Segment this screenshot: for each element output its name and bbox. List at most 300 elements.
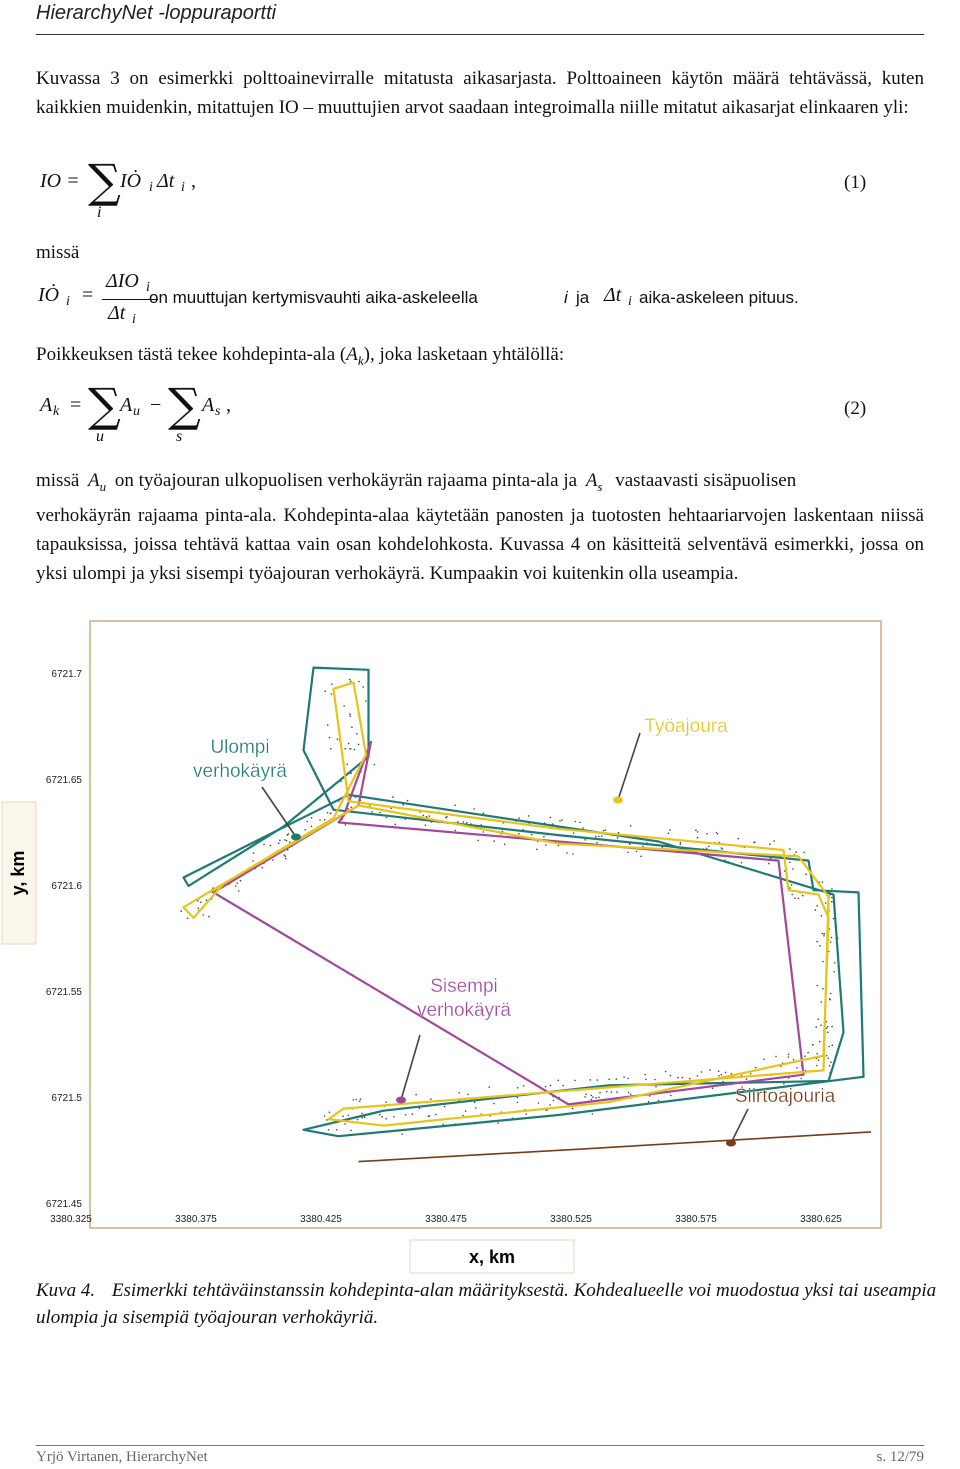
def-num-sub: i [146,280,150,295]
gps-point [794,898,796,900]
paragraph-2-rest: verhokäyrän rajaama pinta-ala. Kohdepinta-alaa käytetään panosten ja tuotosten hehtaariarvojen laskentaan niissä tapauksissa, joissa tehtävä kattaa vain osan kohdelohkosta. Kuvassa 4 on käsitteitä selventävä esimerkki, jossa on yksi ulompi ja yksi sisempi työajouran verhokäyrä. Kumpaakin voi kuitenkin olla useampia. [36,504,924,584]
gps-point [385,1118,387,1120]
y-tick-label: 6721.55 [45,987,82,998]
gps-point [717,833,719,835]
gps-point [336,1129,338,1131]
callout-label: Sisempi verhokäyrä [417,976,511,1021]
gps-point [833,971,835,973]
gps-point [252,860,254,862]
gps-point [475,1107,477,1109]
gps-point [680,844,682,846]
gps-point [648,1101,650,1103]
gps-point [824,933,826,935]
plot-area [90,621,881,1228]
gps-point [477,840,479,842]
gps-point [599,1092,601,1094]
gps-point [826,1028,828,1030]
gps-point [327,812,329,814]
gps-point [349,679,351,681]
gps-point [816,905,818,907]
gps-point [812,1044,814,1046]
gps-point [803,852,805,854]
gps-point [331,693,333,695]
gps-point [465,1110,467,1112]
gps-point [706,848,708,850]
gps-point [337,738,339,740]
p2-as: A [585,470,598,491]
gps-point [425,824,427,826]
gps-point [816,1065,818,1067]
gps-point [769,843,771,845]
gps-point [319,819,321,821]
gps-point [517,1102,519,1104]
gps-point [483,831,485,833]
gps-point [830,993,832,995]
gps-point [574,1080,576,1082]
gps-point [712,1088,714,1090]
poikkeus-before: Poikkeuksen tästä tekee kohdepinta-ala ( [36,344,347,365]
gps-point [627,1078,629,1080]
gps-point [627,852,629,854]
gps-point [816,1053,818,1055]
gps-point [804,1055,806,1057]
gps-point [654,1079,656,1081]
gps-point [393,1116,395,1118]
gps-point [827,1026,829,1028]
gps-point [791,894,793,896]
gps-point [816,985,818,987]
gps-point [235,885,237,887]
callout-label: Ulompi verhokäyrä [193,737,287,782]
gps-point [668,832,670,834]
gps-point [550,1085,552,1087]
gps-point [536,849,538,851]
gps-point [616,1091,618,1093]
gps-point [708,846,710,848]
gps-point [462,1115,464,1117]
gps-point [444,1106,446,1108]
gps-point [831,897,833,899]
poikkeus-after: ), joka lasketaan yhtälöllä: [363,344,565,365]
gps-point [326,1119,328,1121]
gps-point [395,824,397,826]
eq1-dt: Δt [157,170,175,192]
gps-point [517,1097,519,1099]
gps-point [815,909,817,911]
gps-point [347,764,349,766]
gps-point [262,867,264,869]
gps-point [680,842,682,844]
gps-point [371,811,373,813]
gps-point [330,813,332,815]
gps-point [525,1113,527,1115]
gps-point [562,1085,564,1087]
gps-point [601,835,603,837]
gps-point [350,715,352,717]
gps-point [538,1102,540,1104]
gps-point [670,1095,672,1097]
gps-point [311,817,313,819]
gps-point [585,1094,587,1096]
x-tick-label: 3380.475 [425,1214,467,1225]
gps-point [401,1133,403,1135]
gps-point [200,901,202,903]
gps-point [349,713,351,715]
y-tick-label: 6721.7 [51,669,82,680]
gps-point [362,1117,364,1119]
x-tick-label: 3380.425 [300,1214,342,1225]
eq2-term1-sub: u [133,404,140,419]
gps-point [272,859,274,861]
gps-point [359,1100,361,1102]
gps-point [561,819,563,821]
gps-point [741,862,743,864]
gps-point [518,817,520,819]
gps-point [788,1054,790,1056]
gps-point [361,1113,363,1115]
y-tick-label: 6721.45 [45,1199,82,1210]
gps-point [365,700,367,702]
gps-point [618,832,620,834]
eq2-term2: A [202,394,215,416]
gps-point [545,844,547,846]
gps-point [358,681,360,683]
gps-point [253,852,255,854]
gps-point [550,817,552,819]
gps-point [819,1041,821,1043]
gps-point [324,819,326,821]
gps-point [591,1095,593,1097]
gps-point [284,839,286,841]
p2-missa: missä [36,470,80,491]
gps-point [304,829,306,831]
gps-point [750,1073,752,1075]
x-tick-label: 3380.375 [175,1214,217,1225]
gps-point [669,829,671,831]
gps-point [402,804,404,806]
eq1-number: (1) [844,172,867,193]
gps-point [584,839,586,841]
gps-point [722,848,724,850]
gps-point [549,1104,551,1106]
gps-point [820,1001,822,1003]
gps-point [623,1076,625,1078]
gps-point [582,827,584,829]
gps-point [306,821,308,823]
iodot-definition [36,268,924,334]
gps-point [807,1052,809,1054]
p2-as-sub: s [597,478,603,494]
gps-point [725,1072,727,1074]
gps-point [649,1095,651,1097]
gps-point [285,858,287,860]
gps-point [829,1065,831,1067]
gps-point [405,1114,407,1116]
gps-point [595,1097,597,1099]
gps-point [630,825,632,827]
gps-point [831,888,833,890]
gps-point [474,1102,476,1104]
def-text-ja: ja [576,288,590,307]
y-tick-label: 6721.5 [51,1093,82,1104]
eq2-sum2-index: s [176,428,183,445]
gps-point [351,726,353,728]
gps-point [802,895,804,897]
gps-point [697,837,699,839]
gps-point [374,764,376,766]
x-axis-label: x, km [468,1247,516,1267]
intro-paragraph: Kuvassa 3 on esimerkki polttoainevirralle mitatusta aikasarjasta. Polttoaineen käytön määrä tehtävässä, kuten kaikkien muidenkin, mitattujen IO – muuttujien arvot saadaan integroimalla niille mitatut aikasarjat elinkaaren yli: [36,68,924,118]
gps-point [592,1096,594,1098]
def-denominator: Δt [108,302,126,324]
gps-point [825,902,827,904]
gps-point [617,837,619,839]
gps-point [821,915,823,917]
gps-point [354,749,356,751]
gps-point [670,1075,672,1077]
gps-point [572,1108,574,1110]
gps-point [738,838,740,840]
gps-point [830,941,832,943]
p2-text2: vastaavasti sisäpuolisen [615,470,797,491]
eq2-equals: = [70,394,82,416]
gps-point [775,1056,777,1058]
gps-point [407,800,409,802]
gps-point [829,998,831,1000]
gps-point [579,822,581,824]
paragraph-2 [36,466,924,588]
y-tick-label: 6721.65 [45,775,82,786]
gps-point [695,830,697,832]
poikkeus-var: A [346,344,358,365]
gps-point [364,1117,366,1119]
eq1-sub: i [149,180,153,195]
sum-icon: ∑ [88,154,121,208]
gps-point [350,1130,352,1132]
def-dt: Δt [604,284,622,306]
footer-rule [36,1445,924,1446]
gps-point [331,684,333,686]
gps-point [473,808,475,810]
gps-point [721,1074,723,1076]
def-equals: = [82,284,94,306]
gps-point [644,1074,646,1076]
gps-point [206,899,208,901]
gps-point [454,804,456,806]
gps-point [595,836,597,838]
gps-point [545,1086,547,1088]
gps-point [575,821,577,823]
gps-point [834,962,836,964]
def-den-sub: i [132,312,136,327]
gps-point [709,1069,711,1071]
eq1-comma: , [191,170,196,192]
gps-point [343,705,345,707]
gps-point [718,1070,720,1072]
p2-au: A [88,470,100,491]
gps-point [289,841,291,843]
gps-point [362,686,364,688]
gps-point [422,815,424,817]
gps-point [598,1097,600,1099]
gps-point [356,733,358,735]
gps-point [665,1071,667,1073]
gps-point [488,1086,490,1088]
footer-author: Yrjö Virtanen, HierarchyNet [36,1449,208,1465]
callout-marker [726,1140,736,1147]
gps-point [455,830,457,832]
gps-point [348,743,350,745]
gps-point [344,748,346,750]
gps-point [327,724,329,726]
gps-point [833,918,835,920]
gps-point [329,737,331,739]
equation-1 [36,154,924,230]
gps-point [458,1092,460,1094]
gps-point [789,862,791,864]
missa-label: missä [36,242,80,263]
figure-4 [0,615,960,1275]
eq2-comma: , [226,394,231,416]
gps-point [286,840,288,842]
gps-point [805,873,807,875]
gps-point [350,748,352,750]
def-lhs-sub: i [66,294,70,309]
poikkeus-sub: k [357,352,364,368]
gps-point [483,813,485,815]
gps-point [573,832,575,834]
gps-point [831,901,833,903]
eq2-term2-sub: s [215,404,221,419]
callout-label: Siirtoajouria [734,1086,836,1107]
gps-point [818,1018,820,1020]
gps-point [768,863,770,865]
gps-point [746,1078,748,1080]
gps-point [283,854,285,856]
gps-point [592,1113,594,1115]
def-numerator: ΔIO [106,270,139,292]
gps-point [430,1098,432,1100]
gps-point [597,1079,599,1081]
gps-point [342,1115,344,1117]
gps-point [629,843,631,845]
eq1-dt-sub: i [181,180,185,195]
gps-point [572,853,574,855]
gps-point [616,1078,618,1080]
gps-point [279,840,281,842]
gps-point [466,822,468,824]
gps-point [446,816,448,818]
gps-point [543,836,545,838]
eq1-iodot: IȮ [120,170,142,192]
gps-point [240,880,242,882]
x-tick-label: 3380.525 [550,1214,592,1225]
gps-point [379,812,381,814]
gps-point [553,1100,555,1102]
gps-point [822,933,824,935]
paragraph-2-first-line [36,466,924,501]
gps-point [788,1056,790,1058]
gps-point [796,1067,798,1069]
gps-point [558,845,560,847]
gps-point [793,1059,795,1061]
gps-point [348,1115,350,1117]
gps-point [831,937,833,939]
gps-point [493,840,495,842]
gps-point [584,1096,586,1098]
document-header-title: HierarchyNet -loppuraportti [36,2,277,24]
gps-point [827,1031,829,1033]
gps-point [351,807,353,809]
gps-point [689,1078,691,1080]
gps-point [816,941,818,943]
gps-point [429,1115,431,1117]
gps-point [753,842,755,844]
gps-point [435,1114,437,1116]
gps-point [467,1094,469,1096]
gps-point [558,1080,560,1082]
gps-point [428,815,430,817]
footer-page: s. 12/79 [876,1449,924,1465]
gps-point [328,1129,330,1131]
gps-point [236,882,238,884]
gps-point [412,1113,414,1115]
gps-point [517,1087,519,1089]
gps-point [493,1103,495,1105]
gps-point [826,1055,828,1057]
poikkeus-line [36,340,924,375]
gps-point [559,820,561,822]
gps-point [697,831,699,833]
gps-point [385,1102,387,1104]
callout-marker [613,797,623,804]
envelope-chart [0,615,960,1275]
gps-point [611,1091,613,1093]
gps-point [701,1071,703,1073]
gps-point [655,1086,657,1088]
gps-point [523,1085,525,1087]
header-rule [36,34,924,35]
eq1-lhs: IO = [40,170,80,192]
gps-point [198,908,200,910]
gps-point [636,851,638,853]
gps-point [608,1079,610,1081]
caption-label: Kuva 4. [36,1280,96,1301]
gps-point [596,842,598,844]
gps-point [830,1061,832,1063]
gps-point [208,916,210,918]
gps-point [598,836,600,838]
gps-point [350,681,352,683]
gps-point [828,1046,830,1048]
sum-icon: ∑ [168,378,201,432]
callout-marker [396,1097,406,1104]
gps-point [606,1091,608,1093]
gps-point [187,918,189,920]
eq2-number: (2) [844,398,867,419]
gps-point [311,826,313,828]
gps-point [263,844,265,846]
gps-point [238,890,240,892]
gps-point [360,1098,362,1100]
gps-point [330,748,332,750]
gps-point [815,1026,817,1028]
gps-point [463,821,465,823]
gps-point [285,856,287,858]
gps-point [798,898,800,900]
gps-point [355,1099,357,1101]
gps-point [531,834,533,836]
